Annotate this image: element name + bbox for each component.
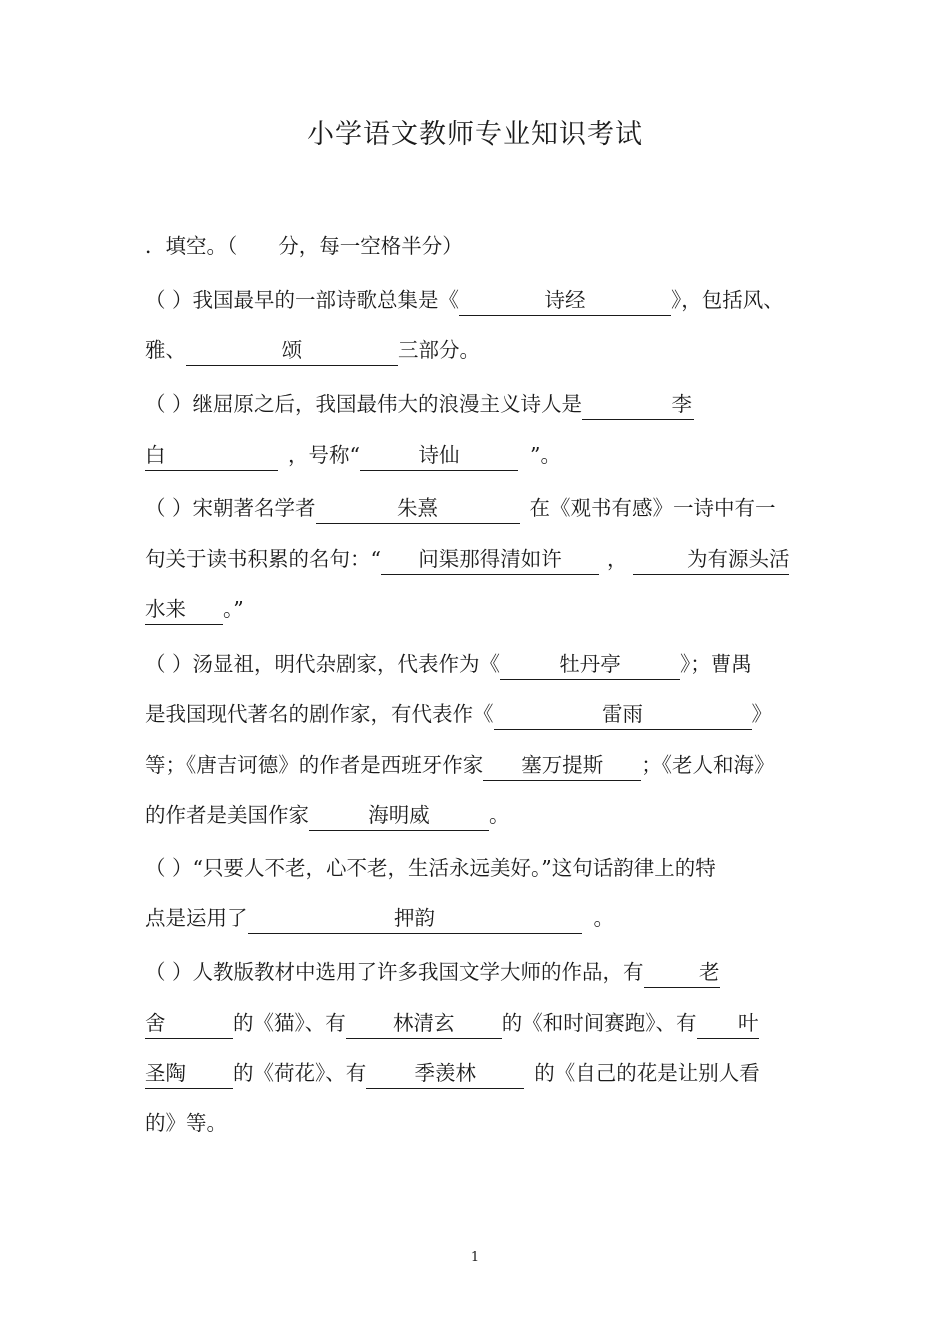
q6-answer-1-part-2: 舍 — [145, 1008, 233, 1039]
q2-answer-1-part-1: 李 — [582, 389, 694, 420]
q2-answer-1-part-2: 白 — [145, 440, 278, 471]
q6-text-1: （ ）人教版教材中选用了许多我国文学大师的作品，有 — [145, 960, 644, 984]
q2-text-2: ，号称“ — [288, 443, 360, 467]
question-1-line-2 — [145, 332, 808, 368]
page-number: 1 — [470, 1250, 480, 1265]
page-title: 小学语文教师专业知识考试 — [307, 119, 643, 150]
q3-text-4: ， — [606, 547, 628, 571]
section-label: ．填空。（ 分，每一空格半分） — [145, 234, 463, 258]
q6-answer-1-part-1: 老 — [644, 957, 720, 988]
q4-text-8: 。 — [489, 803, 510, 827]
question-2-line-2 — [145, 437, 808, 473]
q5-text-3: 。 — [593, 906, 614, 930]
section-heading — [145, 228, 808, 264]
q6-text-2: 的《猫》、有 — [233, 1011, 346, 1035]
q2-answer-2: 诗仙 — [360, 440, 518, 471]
q4-answer-3: 塞万提斯 — [483, 750, 641, 781]
q6-answer-3-part-2: 圣陶 — [145, 1058, 233, 1089]
q6-answer-4: 季羡林 — [366, 1058, 524, 1089]
question-3-line-1 — [145, 490, 808, 526]
question-3-line-2 — [145, 541, 808, 577]
q5-text-1: （ ）“只要人不老，心不老，生活永远美好。”这句话韵律上的特 — [145, 856, 716, 880]
q4-text-2: 》；曹禺 — [680, 652, 752, 676]
q2-text-3: ”。 — [529, 443, 561, 467]
q6-text-6: 的》等。 — [145, 1111, 227, 1135]
question-1-line-1 — [145, 282, 808, 318]
question-4-line-4 — [145, 797, 808, 833]
question-6-line-1 — [145, 954, 808, 990]
q5-answer-1: 押韵 — [248, 903, 582, 934]
q1-text-2: 》，包括风、 — [671, 288, 784, 312]
q3-answer-3-part-2: 水来 — [145, 594, 223, 625]
q6-answer-3-part-1: 叶 — [697, 1008, 759, 1039]
q6-text-3: 的《和时间赛跑》、有 — [501, 1011, 697, 1035]
question-4-line-3 — [145, 747, 808, 783]
q5-text-2: 点是运用了 — [145, 906, 248, 930]
question-5-line-2 — [145, 900, 808, 936]
question-6-line-3 — [145, 1055, 808, 1091]
q4-answer-1: 牡丹亭 — [500, 649, 680, 680]
q4-text-6: ；《老人和海》 — [641, 753, 775, 777]
q4-answer-4: 海明威 — [309, 800, 489, 831]
q3-text-3: 句关于读书积累的名句：“ — [145, 547, 381, 571]
q6-text-4: 的《荷花》、有 — [233, 1061, 367, 1085]
q4-text-5: 等；《唐吉诃德》的作者是西班牙作家 — [145, 753, 484, 777]
q3-answer-3-part-1: 为有源头活 — [633, 544, 789, 575]
q1-text-1: （ ）我国最早的一部诗歌总集是《 — [145, 288, 460, 312]
q1-text-4: 三部分。 — [398, 338, 480, 362]
q6-answer-2: 林清玄 — [346, 1008, 502, 1039]
q2-text-1: （ ）继屈原之后，我国最伟大的浪漫主义诗人是 — [145, 392, 583, 416]
q1-text-3: 雅、 — [145, 338, 186, 362]
q3-answer-2: 问渠那得清如许 — [381, 544, 599, 575]
q3-text-2: 在《观书有感》一诗中有一 — [529, 496, 776, 520]
q3-text-5: 。” — [223, 597, 244, 621]
q3-text-1: （ ）宋朝著名学者 — [145, 496, 316, 520]
question-6-line-4 — [145, 1105, 808, 1141]
q4-text-3: 是我国现代著名的剧作家，有代表作《 — [145, 702, 494, 726]
q6-text-5: 的《自己的花是让别人看 — [534, 1061, 760, 1085]
q4-text-1: （ ）汤显祖，明代杂剧家，代表作为《 — [145, 652, 501, 676]
question-6-line-2 — [145, 1005, 808, 1041]
question-3-line-3 — [145, 591, 808, 627]
question-4-line-2 — [145, 696, 808, 732]
question-4-line-1 — [145, 646, 808, 682]
question-2-line-1 — [145, 386, 808, 422]
q3-answer-1: 朱熹 — [316, 493, 520, 524]
q4-answer-2: 雷雨 — [494, 699, 752, 730]
q4-text-4: 》 — [751, 702, 772, 726]
q1-answer-1: 诗经 — [459, 285, 671, 316]
question-5-line-1 — [145, 850, 808, 886]
q1-answer-2: 颂 — [186, 335, 398, 366]
q4-text-7: 的作者是美国作家 — [145, 803, 309, 827]
